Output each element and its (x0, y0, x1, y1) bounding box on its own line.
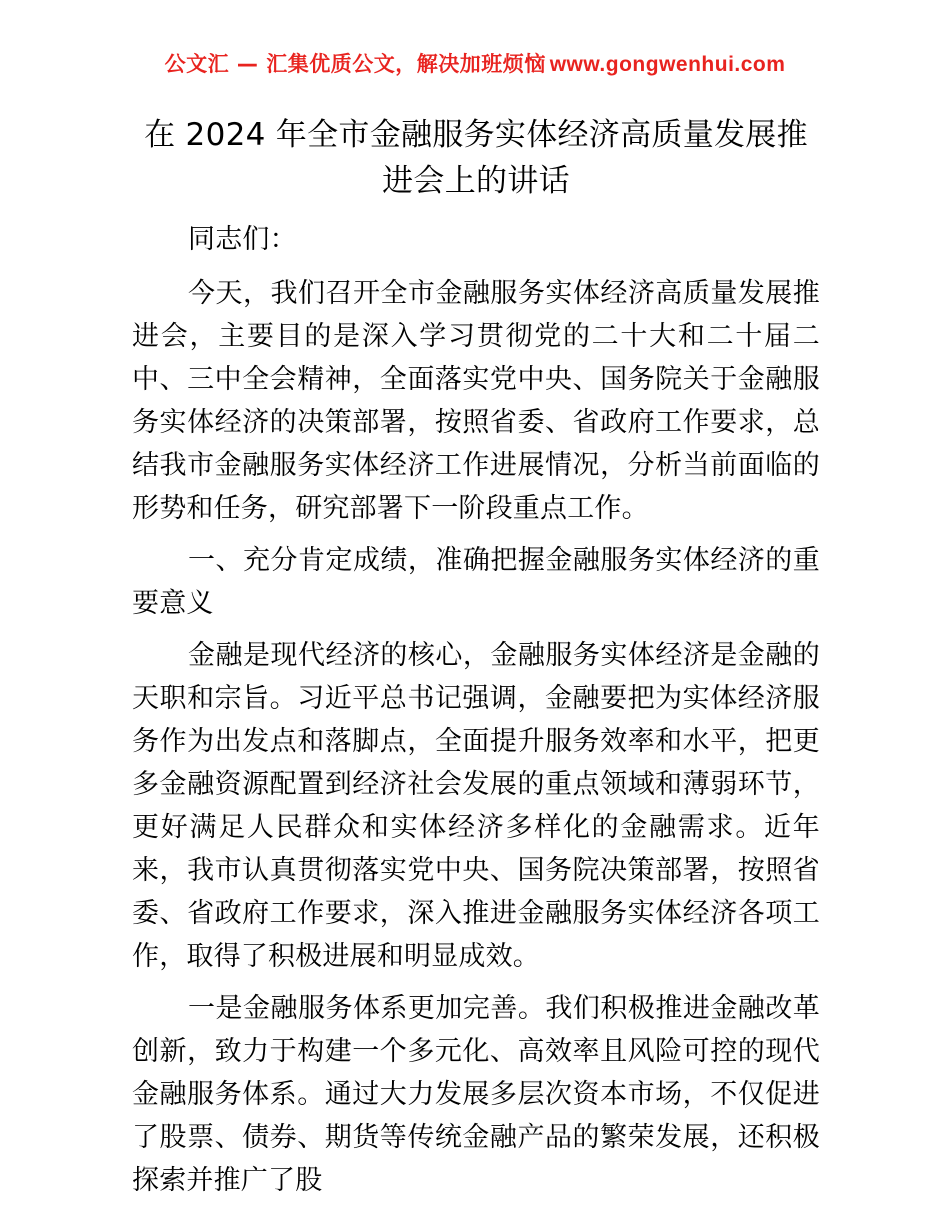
site-watermark-banner (0, 52, 950, 77)
document-title: 在 2024 年全市金融服务实体经济高质量发展推进会上的讲话 (144, 117, 808, 199)
salutation-line: 同志们： (188, 224, 297, 255)
paragraph-section-one-point-1: 一是金融服务体系更加完善。我们积极推进金融改革创新，致力于构建一个多元化、高效率且风险可控的现代金融服务体系。通过大力发展多层次资本市场，不仅促进了股票、债券、期货等传统金融产品的繁荣发展，还积极探索并推广了股 (132, 993, 820, 1196)
banner-slogan-text: 公文汇 — 汇集优质公文，解决加班烦恼 (164, 52, 546, 76)
document-body (132, 112, 820, 1211)
paragraph-opening: 今天，我们召开全市金融服务实体经济高质量发展推进会，主要目的是深入学习贯彻党的二十大和二十届二中、三中全会精神，全面落实党中央、国务院关于金融服务实体经济的决策部署，按照省委、省政府工作要求，总结我市金融服务实体经济工作进展情况，分析当前面临的形势和任务，研究部署下一阶段重点工作。 (132, 278, 820, 524)
paragraph-section-one-1: 金融是现代经济的核心，金融服务实体经济是金融的天职和宗旨。习近平总书记强调，金融要把为实体经济服务作为出发点和落脚点，全面提升服务效率和水平，把更多金融资源配置到经济社会发展的重点领域和薄弱环节，更好满足人民群众和实体经济多样化的金融需求。近年来，我市认真贯彻落实党中央、国务院决策部署，按照省委、省政府工作要求，深入推进金融服务实体经济各项工作，取得了积极进展和明显成效。 (132, 640, 820, 972)
section-heading-one: 一、充分肯定成绩，准确把握金融服务实体经济的重要意义 (132, 545, 820, 619)
banner-site-url: www.gongwenhui.com (549, 53, 786, 76)
